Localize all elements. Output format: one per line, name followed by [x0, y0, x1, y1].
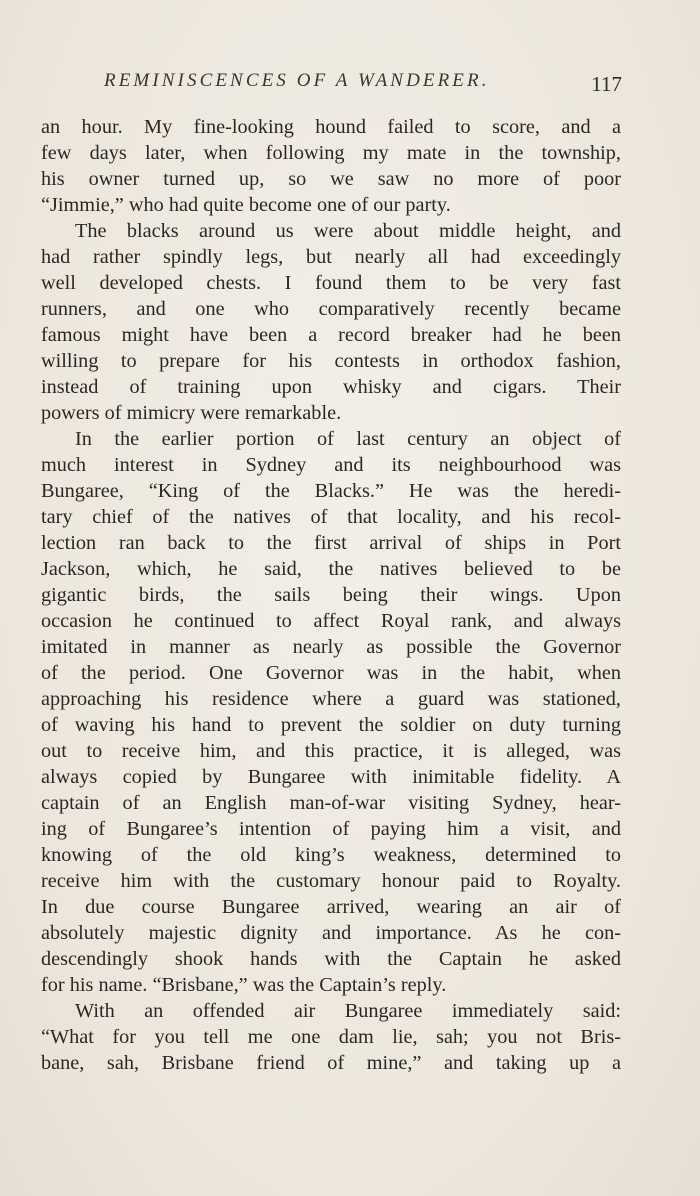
text-line: occasion he continued to affect Royal rank, and always — [41, 610, 621, 632]
text-line: Bungaree, “King of the Blacks.” He was the heredi- — [41, 480, 621, 502]
text-line: With an offended air Bungaree immediately said: — [75, 1000, 621, 1022]
text-line: runners, and one who comparatively recently became — [41, 298, 621, 320]
text-line: gigantic birds, the sails being their wings. Upon — [41, 584, 621, 606]
text-line: knowing of the old king’s weakness, determined to — [41, 844, 621, 866]
text-line: an hour. My fine-looking hound failed to score, and a — [41, 116, 621, 138]
text-line: In the earlier portion of last century an object of — [75, 428, 621, 450]
text-line: had rather spindly legs, but nearly all had exceedingly — [41, 246, 621, 268]
text-line: lection ran back to the first arrival of ships in Port — [41, 532, 621, 554]
paragraph-1 — [41, 114, 621, 218]
text-line: out to receive him, and this practice, it is alleged, was — [41, 740, 621, 762]
body-text — [41, 114, 621, 1076]
text-line: of waving his hand to prevent the soldier on duty turning — [41, 714, 621, 736]
text-line: imitated in manner as nearly as possible the Governor — [41, 636, 621, 658]
text-line: tary chief of the natives of that locality, and his recol- — [41, 506, 621, 528]
text-line: instead of training upon whisky and cigars. Their — [41, 376, 621, 398]
text-line: The blacks around us were about middle height, and — [75, 220, 621, 242]
running-head — [40, 70, 620, 100]
text-line: In due course Bungaree arrived, wearing an air of — [41, 896, 621, 918]
text-line: for his name. “Brisbane,” was the Captain’s reply. — [41, 974, 447, 996]
text-line: approaching his residence where a guard was stationed, — [41, 688, 621, 710]
text-line: Jackson, which, he said, the natives believed to be — [41, 558, 621, 580]
text-line: bane, sah, Brisbane friend of mine,” and taking up a — [41, 1052, 621, 1074]
text-line: “What for you tell me one dam lie, sah; you not Bris- — [41, 1026, 621, 1048]
text-line: his owner turned up, so we saw no more of poor — [41, 168, 621, 190]
text-line: famous might have been a record breaker had he been — [41, 324, 621, 346]
paragraph-2 — [41, 218, 621, 426]
text-line: willing to prepare for his contests in orthodox fashion, — [41, 350, 621, 372]
paragraph-3 — [41, 426, 621, 998]
text-line: ing of Bungaree’s intention of paying him a visit, and — [41, 818, 621, 840]
running-title: REMINISCENCES OF A WANDERER. — [104, 70, 490, 91]
page-number: 117 — [591, 72, 622, 96]
text-line: of the period. One Governor was in the habit, when — [41, 662, 621, 684]
text-line: much interest in Sydney and its neighbourhood was — [41, 454, 621, 476]
text-line: “Jimmie,” who had quite become one of our party. — [41, 194, 451, 216]
text-line: captain of an English man-of-war visiting Sydney, hear- — [41, 792, 621, 814]
text-line: always copied by Bungaree with inimitable fidelity. A — [41, 766, 621, 788]
text-line: descendingly shook hands with the Captain he asked — [41, 948, 621, 970]
text-line: powers of mimicry were remarkable. — [41, 402, 342, 424]
text-line: few days later, when following my mate in the township, — [41, 142, 621, 164]
paragraph-4 — [41, 998, 621, 1076]
text-line: well developed chests. I found them to be very fast — [41, 272, 621, 294]
text-line: receive him with the customary honour paid to Royalty. — [41, 870, 621, 892]
text-line: absolutely majestic dignity and importance. As he con- — [41, 922, 621, 944]
